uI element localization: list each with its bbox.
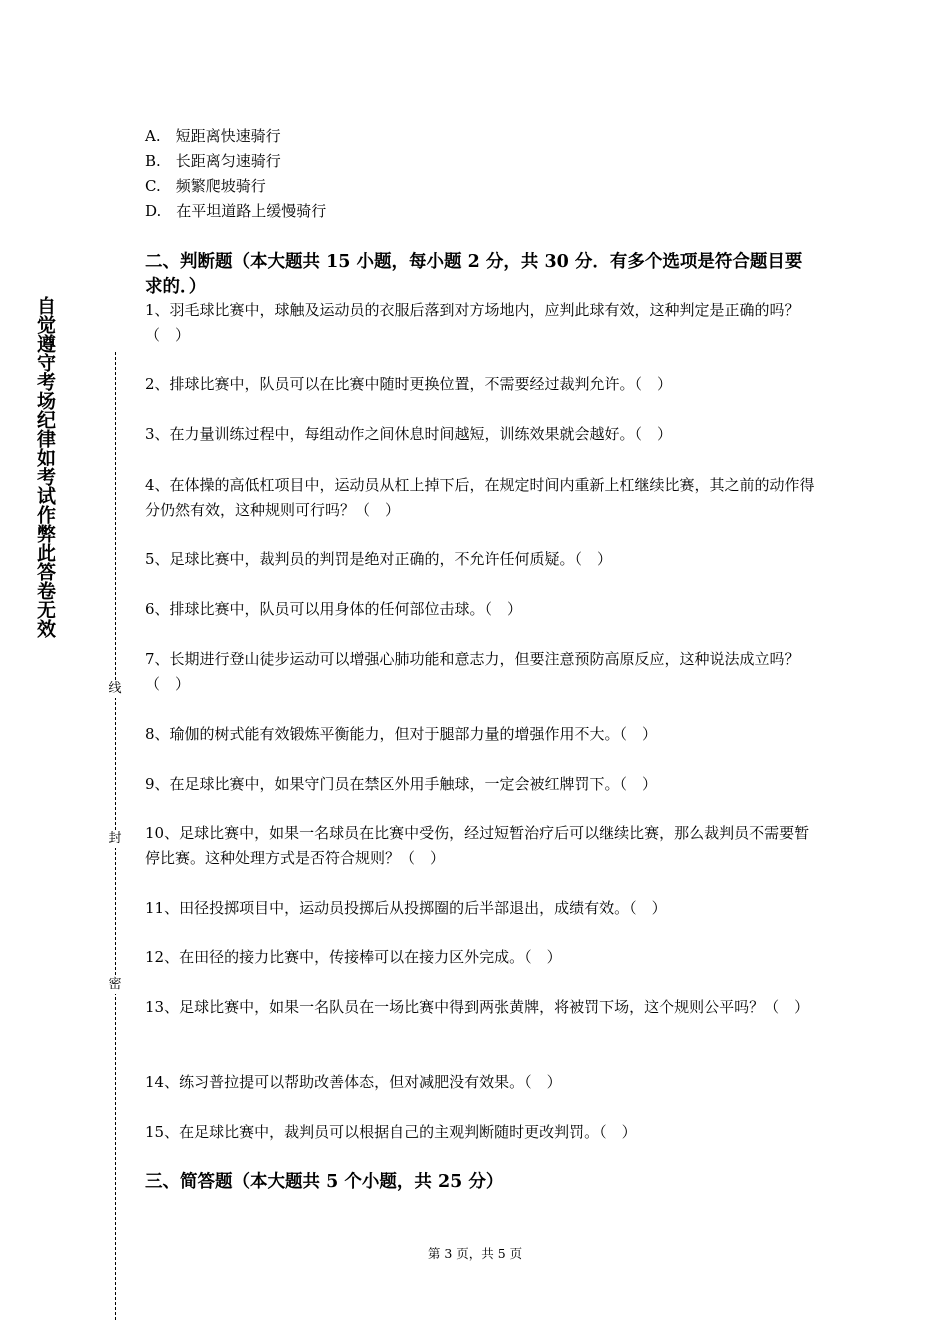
question-3: 3、在力量训练过程中，每组动作之间休息时间越短，训练效果就会越好。（ ） xyxy=(145,425,673,443)
question-14: 14、练习普拉提可以帮助改善体态，但对减肥没有效果。（ ） xyxy=(145,1073,562,1091)
question-1: 1、羽毛球比赛中，球触及运动员的衣服后落到对方场地内，应判此球有效，这种判定是正确的吗？（ ） xyxy=(145,301,800,344)
exam-discipline-warning: 自觉遵守考场纪律如考试作弊此答卷无效 xyxy=(34,296,56,638)
question-11: 11、田径投掷项目中，运动员投掷后从投掷圈的后半部退出，成绩有效。（ ） xyxy=(145,899,667,917)
question-5: 5、足球比赛中，裁判员的判罚是绝对正确的，不允许任何质疑。（ ） xyxy=(145,550,613,568)
section-3-title: 三、简答题（本大题共 5 个小题，共 25 分） xyxy=(145,1172,504,1192)
option-c: C. 频繁爬坡骑行 xyxy=(145,177,266,195)
option-b: B. 长距离匀速骑行 xyxy=(145,152,281,170)
page-footer: 第 3 页，共 5 页 xyxy=(427,1246,523,1261)
question-9: 9、在足球比赛中，如果守门员在禁区外用手触球，一定会被红牌罚下。（ ） xyxy=(145,775,658,793)
question-10: 10、足球比赛中，如果一名球员在比赛中受伤，经过短暂治疗后可以继续比赛，那么裁判员不需要暂停比赛。这种处理方式是否符合规则？（ ） xyxy=(145,824,810,867)
section-2-title: 二、判断题（本大题共 15 小题，每小题 2 分，共 30 分．有多个选项是符合题目要求的．） xyxy=(145,252,803,297)
question-4: 4、在体操的高低杠项目中，运动员从杠上掉下后，在规定时间内重新上杠继续比赛，其之前的动作得分仍然有效，这种规则可行吗？（ ） xyxy=(145,476,815,519)
question-7: 7、长期进行登山徒步运动可以增强心肺功能和意志力，但要注意预防高原反应，这种说法成立吗？（ ） xyxy=(145,650,800,693)
question-8: 8、瑜伽的树式能有效锻炼平衡能力，但对于腿部力量的增强作用不大。（ ） xyxy=(145,725,658,743)
binding-mark-seal: 封 xyxy=(106,830,124,848)
binding-mark-secret: 密 xyxy=(106,976,124,994)
question-15: 15、在足球比赛中，裁判员可以根据自己的主观判断随时更改判罚。（ ） xyxy=(145,1123,637,1141)
question-6: 6、排球比赛中，队员可以用身体的任何部位击球。（ ） xyxy=(145,600,523,618)
question-13: 13、足球比赛中，如果一名队员在一场比赛中得到两张黄牌，将被罚下场，这个规则公平吗？（ ） xyxy=(145,998,810,1016)
question-2: 2、排球比赛中，队员可以在比赛中随时更换位置，不需要经过裁判允许。（ ） xyxy=(145,375,673,393)
binding-mark-line: 线 xyxy=(106,680,124,698)
option-a: A. 短距离快速骑行 xyxy=(145,127,281,145)
question-12: 12、在田径的接力比赛中，传接棒可以在接力区外完成。（ ） xyxy=(145,948,562,966)
option-d: D. 在平坦道路上缓慢骑行 xyxy=(145,202,327,220)
answer-options xyxy=(145,124,326,224)
